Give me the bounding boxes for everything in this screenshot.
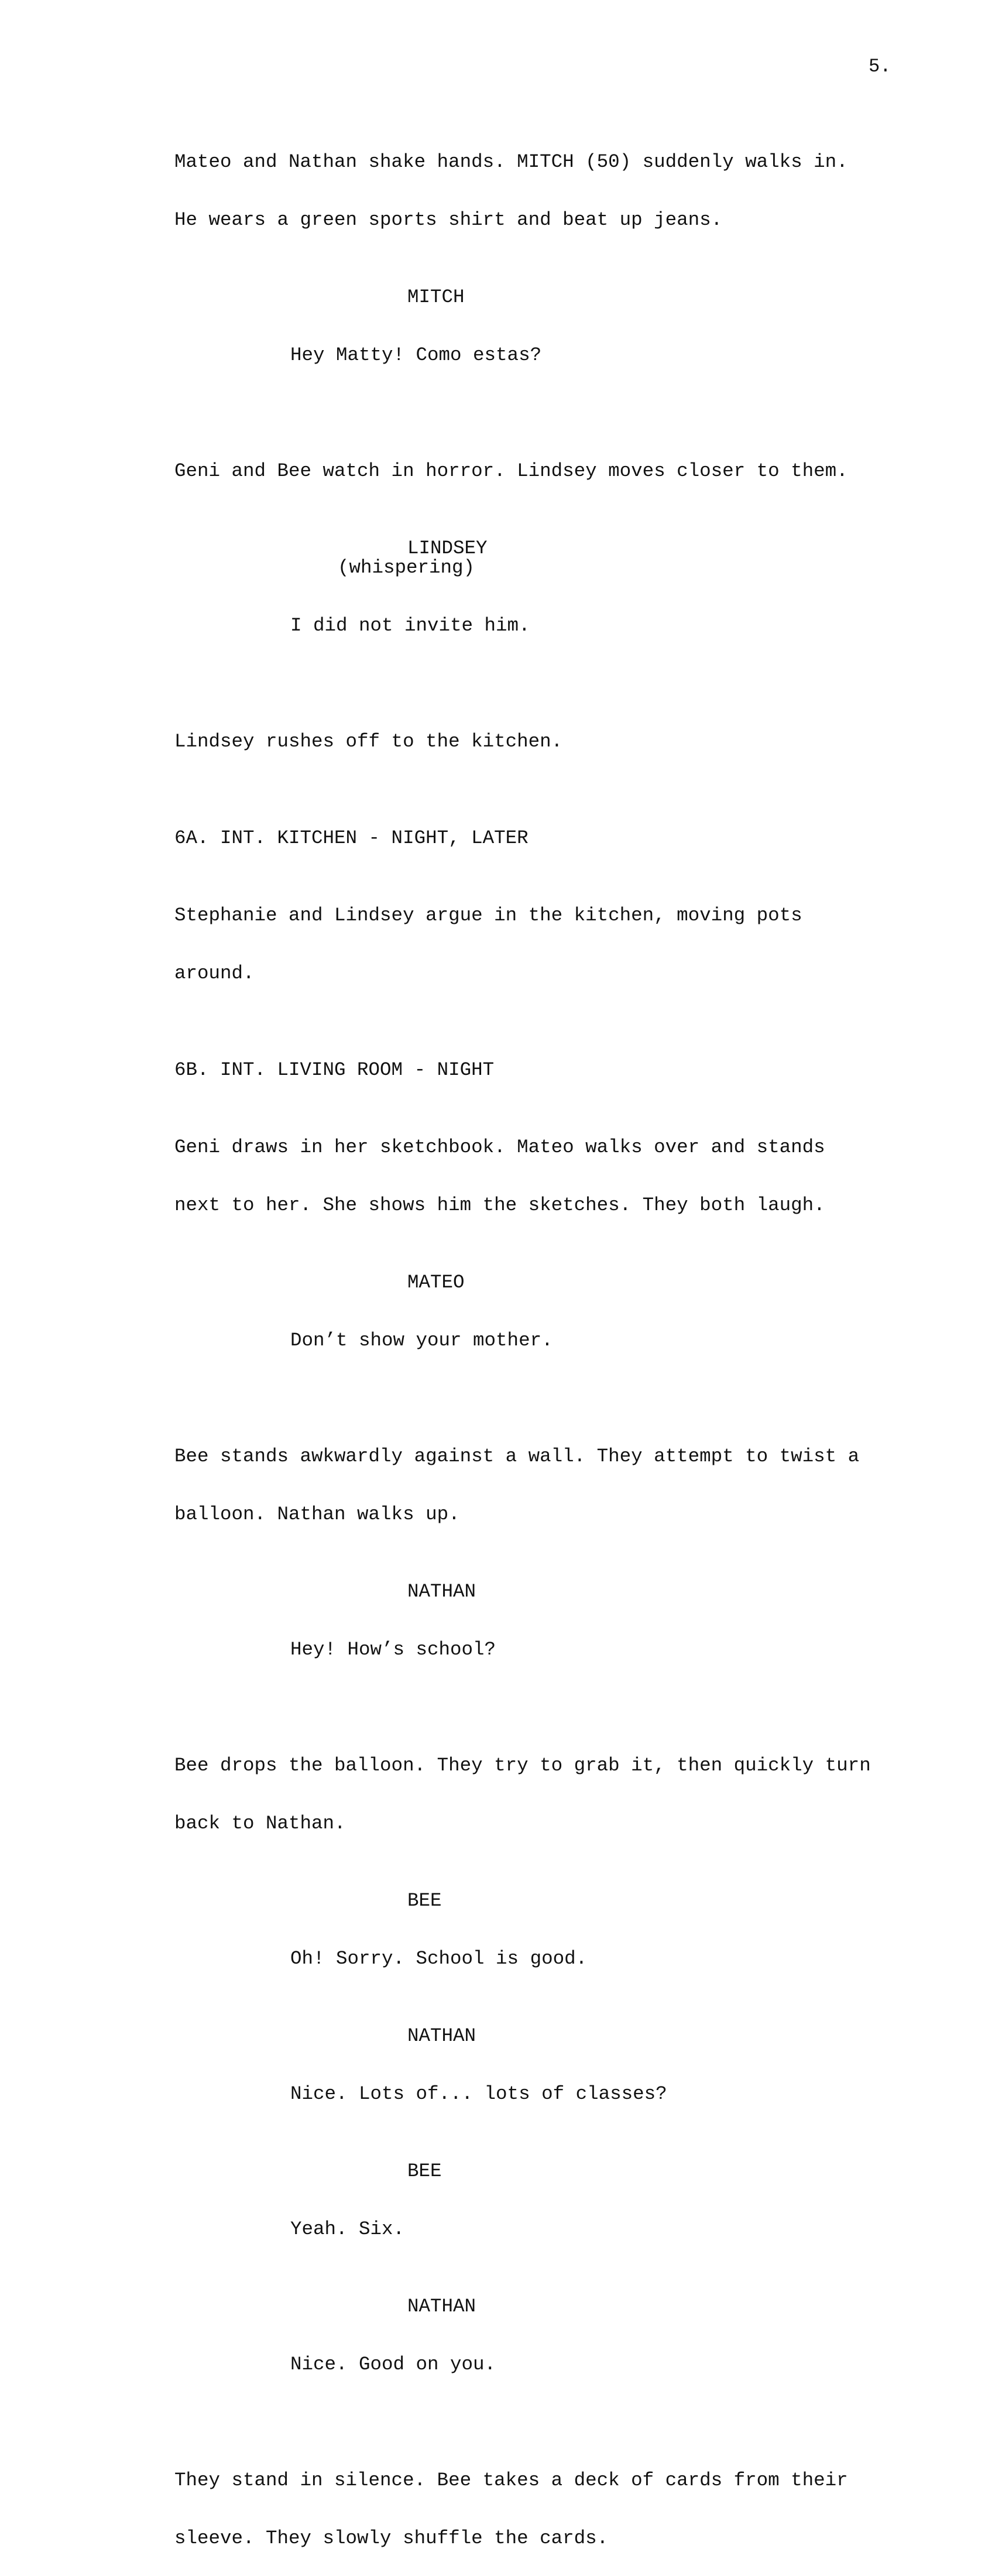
action-line: Geni draws in her sketchbook. Mateo walks over and stands bbox=[174, 1136, 825, 1158]
action-block bbox=[174, 867, 888, 1022]
dialogue-block bbox=[174, 2316, 888, 2413]
action-line: Mateo and Nathan shake hands. MITCH (50) suddenly walks in. bbox=[174, 151, 848, 173]
page-number: 5. bbox=[869, 56, 891, 77]
dialogue-block bbox=[174, 1601, 888, 1698]
dialogue-block bbox=[174, 1910, 888, 2007]
dialogue-line: Hey Matty! Como estas? bbox=[290, 344, 542, 366]
scene-heading: 6B. INT. LIVING ROOM - NIGHT bbox=[174, 1059, 495, 1081]
character-name: LINDSEY bbox=[407, 537, 488, 559]
action-line: Stephanie and Lindsey argue in the kitchen, moving pots bbox=[174, 905, 802, 926]
action-line: Geni and Bee watch in horror. Lindsey moves closer to them. bbox=[174, 460, 848, 482]
dialogue-block bbox=[174, 2046, 888, 2142]
dialogue-line: Nice. Lots of... lots of classes? bbox=[290, 2083, 667, 2105]
dialogue-line: Yeah. Six. bbox=[290, 2218, 405, 2240]
action-block bbox=[174, 423, 888, 519]
dialogue-line: I did not invite him. bbox=[290, 615, 530, 636]
dialogue-line: Hey! How’s school? bbox=[290, 1639, 496, 1660]
action-line: He wears a green sports shirt and beat up jeans. bbox=[174, 209, 723, 231]
action-line: Lindsey rushes off to the kitchen. bbox=[174, 731, 563, 752]
character-name: MITCH bbox=[407, 286, 465, 308]
character-name: NATHAN bbox=[407, 2025, 476, 2047]
dialogue-block bbox=[174, 1292, 888, 1389]
action-line: sleeve. They slowly shuffle the cards. bbox=[174, 2527, 609, 2549]
action-line: They stand in silence. Bee takes a deck of cards from their bbox=[174, 2469, 848, 2491]
character-name: NATHAN bbox=[407, 1581, 476, 1602]
action-block bbox=[174, 693, 888, 790]
action-block bbox=[174, 2432, 888, 2576]
parenthetical: (whispering) bbox=[338, 557, 475, 578]
action-line: balloon. Nathan walks up. bbox=[174, 1503, 460, 1525]
character-name: NATHAN bbox=[407, 2296, 476, 2317]
action-block bbox=[174, 1408, 888, 1563]
dialogue-line: Oh! Sorry. School is good. bbox=[290, 1948, 588, 1969]
character-name: BEE bbox=[407, 2160, 442, 2182]
dialogue-line: Nice. Good on you. bbox=[290, 2354, 496, 2375]
dialogue-block bbox=[174, 307, 888, 403]
action-block bbox=[174, 114, 888, 268]
action-line: Bee stands awkwardly against a wall. They attempt to twist a bbox=[174, 1445, 860, 1467]
action-block bbox=[174, 1717, 888, 1872]
action-line: next to her. She shows him the sketches. They both laugh. bbox=[174, 1194, 825, 1216]
character-name: MATEO bbox=[407, 1272, 465, 1293]
action-line: around. bbox=[174, 962, 255, 984]
character-name: BEE bbox=[407, 1890, 442, 1912]
action-line: Bee drops the balloon. They try to grab it, then quickly turn bbox=[174, 1755, 871, 1776]
dialogue-block bbox=[174, 577, 888, 674]
dialogue-block bbox=[174, 2181, 888, 2277]
scene-heading: 6A. INT. KITCHEN - NIGHT, LATER bbox=[174, 827, 529, 849]
action-line: back to Nathan. bbox=[174, 1813, 346, 1834]
action-block bbox=[174, 1099, 888, 1253]
dialogue-line: Don’t show your mother. bbox=[290, 1330, 553, 1351]
screenplay-body bbox=[174, 114, 888, 2576]
